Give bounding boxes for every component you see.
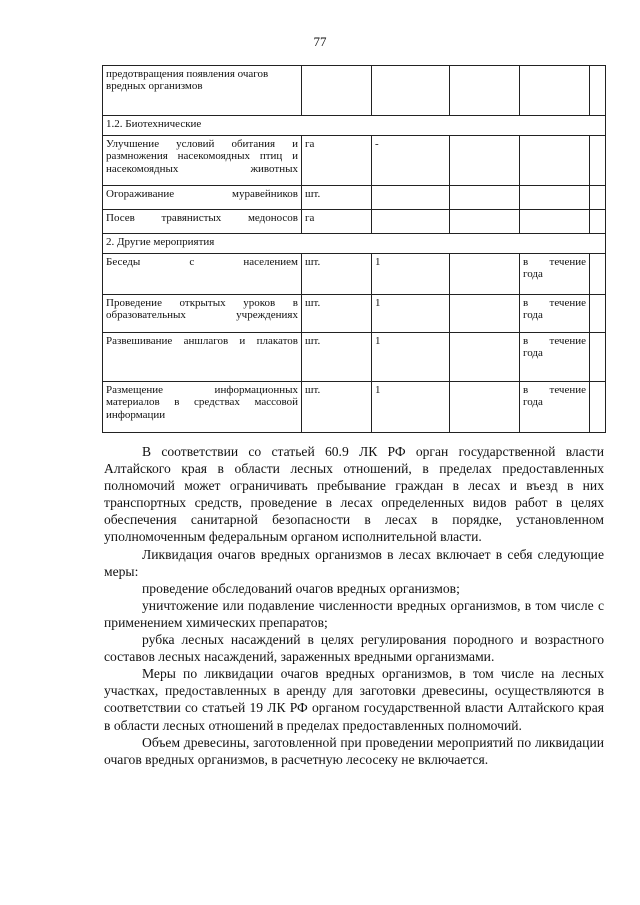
empty-cell (450, 333, 520, 382)
period-cell (520, 210, 590, 234)
period-cell (520, 66, 590, 116)
period-cell: в течение года (520, 333, 590, 382)
table-row (103, 333, 606, 382)
paragraph: рубка лесных насаждений в целях регулирования породного и возрастного составов лесных насаждений, зараженных вредными организмами. (104, 632, 604, 665)
empty-cell (450, 295, 520, 333)
paragraph: Меры по ликвидации очагов вредных организмов, в том числе на лесных участках, предоставленных в аренду для заготовки древесины, осуществляются в соответствии со статьей 19 ЛК РФ органом государственной власти Алтайского края в области лесных отношений в пределах предоставленных полномочий. (104, 666, 604, 733)
measures-table-body (103, 66, 606, 433)
table-row (103, 382, 606, 433)
table-row (103, 186, 606, 210)
unit-cell: шт. (302, 295, 372, 333)
body-text (104, 443, 604, 768)
quantity-cell: 1 (372, 333, 450, 382)
empty-cell (450, 66, 520, 116)
period-cell: в течение года (520, 295, 590, 333)
quantity-cell: 1 (372, 382, 450, 433)
quantity-cell: - (372, 136, 450, 186)
unit-cell: шт. (302, 254, 372, 295)
quantity-cell (372, 210, 450, 234)
unit-cell: шт. (302, 186, 372, 210)
empty-cell (590, 66, 606, 116)
unit-cell: га (302, 210, 372, 234)
measure-name-cell: предотвращения появления очагов вредных организмов (103, 66, 302, 116)
measure-name-cell: Улучшение условий обитания и размножения насекомоядных птиц и насекомоядных животных (103, 136, 302, 186)
quantity-cell (372, 186, 450, 210)
quantity-cell: 1 (372, 295, 450, 333)
unit-cell: шт. (302, 382, 372, 433)
empty-cell (450, 210, 520, 234)
measure-name-cell: Огораживание муравейников (103, 186, 302, 210)
empty-cell (450, 382, 520, 433)
section-title: 1.2. Биотехнические (103, 116, 606, 136)
section-title: 2. Другие мероприятия (103, 234, 606, 254)
period-cell: в течение года (520, 382, 590, 433)
table-row (103, 295, 606, 333)
unit-cell (302, 66, 372, 116)
period-cell (520, 186, 590, 210)
paragraph: проведение обследований очагов вредных организмов; (142, 580, 460, 596)
empty-cell (450, 186, 520, 210)
measure-name-cell: Размещение информационных материалов в средствах массовой информации (103, 382, 302, 433)
paragraph: Ликвидация очагов вредных организмов в лесах включает в себя следующие меры: (104, 546, 604, 579)
measures-table (102, 65, 606, 433)
empty-cell (590, 210, 606, 234)
period-cell: в течение года (520, 254, 590, 295)
table-row (103, 66, 606, 116)
measure-name-cell: Развешивание аншлагов и плакатов (103, 333, 302, 382)
page-number: 77 (313, 34, 327, 49)
empty-cell (590, 382, 606, 433)
measure-name-cell: Беседы с населением (103, 254, 302, 295)
empty-cell (590, 333, 606, 382)
period-cell (520, 136, 590, 186)
table-row (103, 210, 606, 234)
empty-cell (590, 186, 606, 210)
unit-cell: шт. (302, 333, 372, 382)
empty-cell (590, 136, 606, 186)
quantity-cell: 1 (372, 254, 450, 295)
table-row (103, 254, 606, 295)
empty-cell (590, 254, 606, 295)
measure-name-cell: Посев травянистых медоносов (103, 210, 302, 234)
empty-cell (450, 254, 520, 295)
quantity-cell (372, 66, 450, 116)
table-row (103, 136, 606, 186)
measure-name-cell: Проведение открытых уроков в образовательных учреждениях (103, 295, 302, 333)
empty-cell (450, 136, 520, 186)
empty-cell (590, 295, 606, 333)
paragraph: В соответствии со статьей 60.9 ЛК РФ орган государственной власти Алтайского края в области лесных отношений, в пределах предоставленных полномочий может ограничивать пребывание граждан в лесах и въезд в них транспортных средств, проведение в лесах определенных видов работ в целях обеспечения санитарной безопасности в лесах в порядке, установленном уполномоченным федеральным органом исполнительной власти. (104, 444, 604, 545)
table-section-row (103, 116, 606, 136)
paragraph: уничтожение или подавление численности вредных организмов, в том числе с применением химических препаратов; (104, 597, 604, 630)
table-section-row (103, 234, 606, 254)
paragraph: Объем древесины, заготовленной при проведении мероприятий по ликвидации очагов вредных организмов, в расчетную лесосеку не включается. (104, 734, 604, 767)
unit-cell: га (302, 136, 372, 186)
